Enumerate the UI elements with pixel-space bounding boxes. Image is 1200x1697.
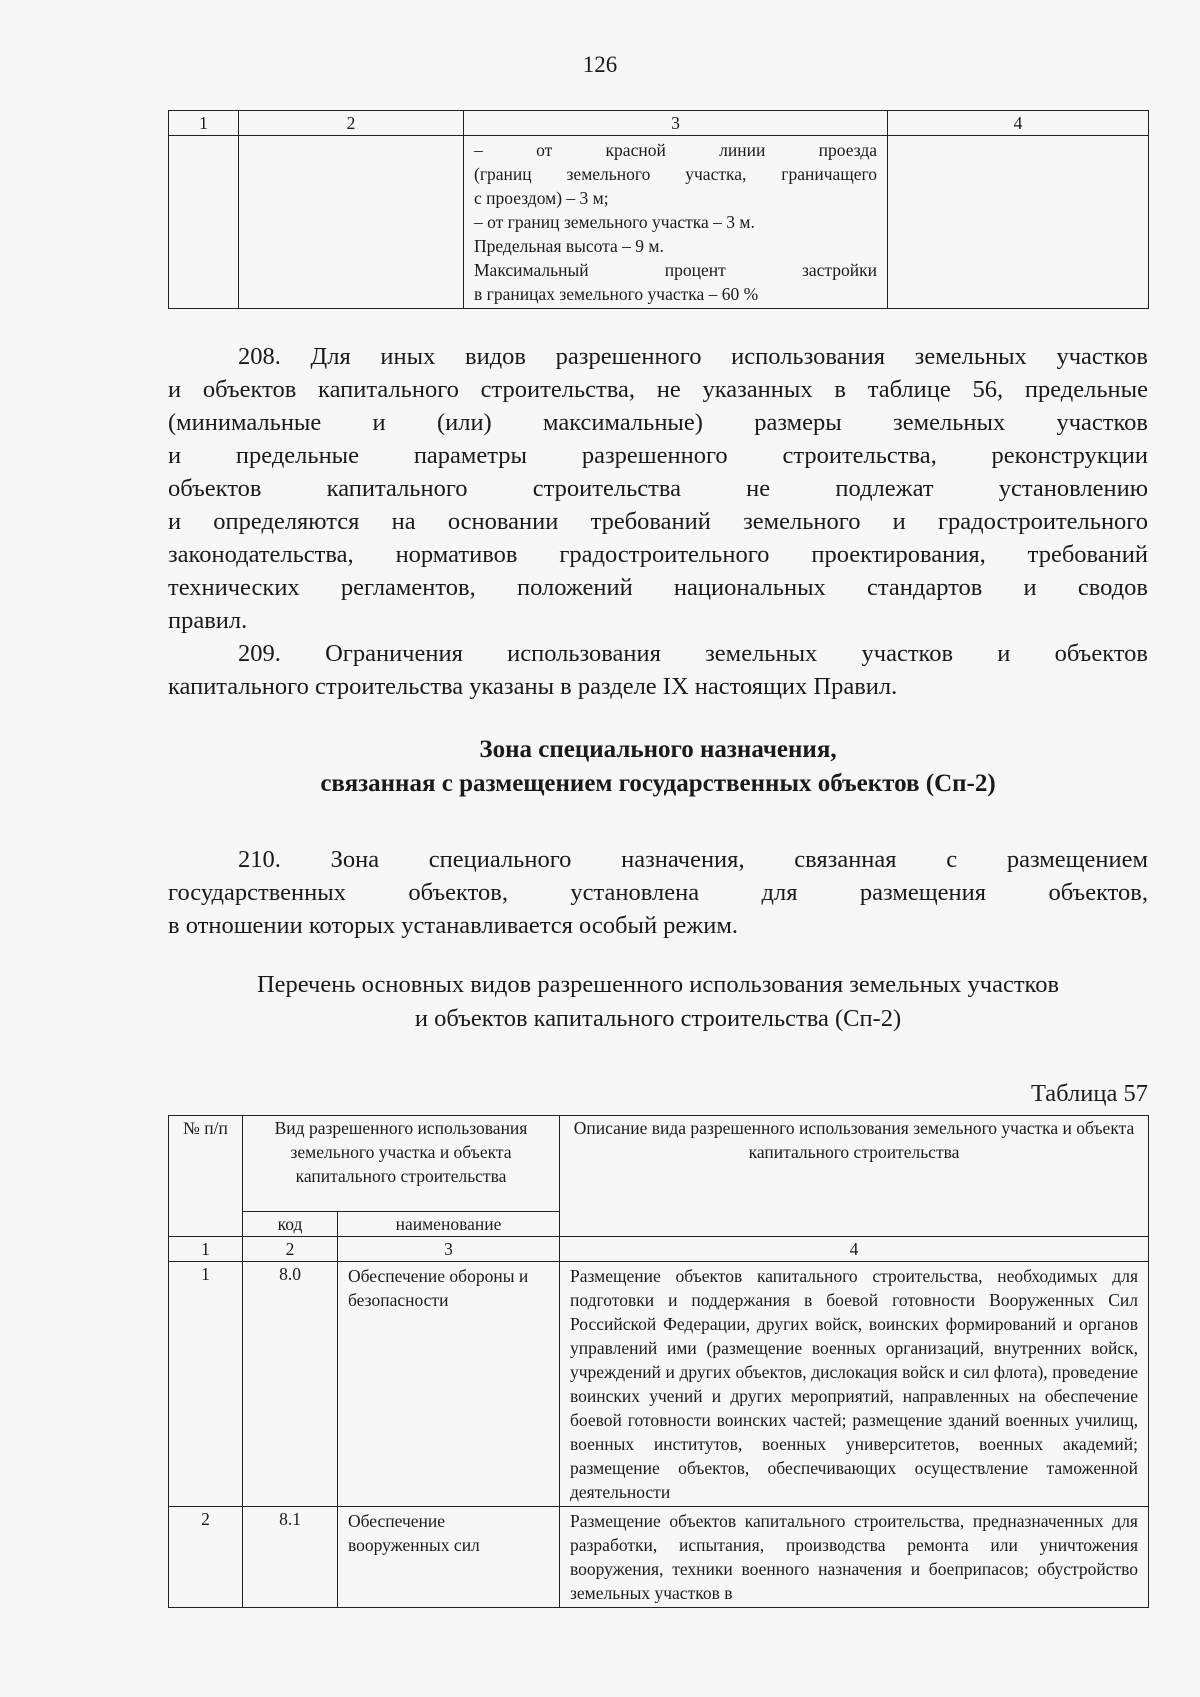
text-line: государственных объектов, установлена для размещения объектов, bbox=[168, 879, 1148, 906]
paragraph-209 bbox=[168, 637, 1148, 703]
text-line: капитального строительства указаны в разделе IX настоящих Правил. bbox=[168, 673, 898, 700]
table-cell bbox=[169, 136, 239, 309]
row-number: 1 bbox=[169, 1262, 243, 1507]
text-line: 208. Для иных видов разрешенного использования земельных участков bbox=[238, 343, 1148, 370]
text-line: и объектов капитального строительства, не указанных в таблице 56, предельные bbox=[168, 376, 1148, 403]
header-cell: 2 bbox=[239, 111, 464, 136]
table-cell bbox=[239, 136, 464, 309]
text-line: и предельные параметры разрешенного строительства, реконструкции bbox=[168, 442, 1148, 469]
cell-line: Предельная высота – 9 м. bbox=[474, 236, 664, 256]
header-code: код bbox=[243, 1212, 338, 1237]
table-caption: Таблица 57 bbox=[1030, 1080, 1148, 1107]
cell-line: – от красной линии проезда bbox=[474, 140, 877, 160]
zone-heading bbox=[168, 733, 1148, 801]
row-code: 8.0 bbox=[243, 1262, 338, 1507]
table-57 bbox=[168, 1115, 1149, 1608]
header-number: № п/п bbox=[169, 1116, 243, 1237]
row-description: Размещение объектов капитального строительства, предназначенных для разработки, испытания, производства ремонта или уничтожения вооружения, техники военного назначения и боеприпасов; обустройство земельных участков в bbox=[560, 1507, 1149, 1608]
continued-table bbox=[168, 110, 1149, 309]
cell-line: в границах земельного участка – 60 % bbox=[474, 284, 759, 304]
text-line: технических регламентов, положений национальных стандартов и сводов bbox=[168, 574, 1148, 601]
heading-line: и объектов капитального строительства (Сп-2) bbox=[414, 1005, 902, 1032]
cell-line: (границ земельного участка, граничащего bbox=[474, 164, 877, 184]
text-line: правил. bbox=[168, 607, 248, 634]
text-line: 210. Зона специального назначения, связанная с размещением bbox=[238, 846, 1148, 873]
header-name: наименование bbox=[338, 1212, 560, 1237]
header-cell: 3 bbox=[464, 111, 888, 136]
index-cell: 3 bbox=[338, 1237, 560, 1262]
list-heading bbox=[168, 968, 1148, 1036]
table-row bbox=[169, 1262, 1149, 1507]
table-header-row bbox=[169, 1116, 1149, 1212]
cell-line: Максимальный процент застройки bbox=[474, 260, 877, 280]
page-number: 126 bbox=[582, 52, 618, 77]
text-line: 209. Ограничения использования земельных участков и объектов bbox=[238, 640, 1148, 667]
text-line: (минимальные и (или) максимальные) размеры земельных участков bbox=[168, 409, 1148, 436]
table-index-row bbox=[169, 1237, 1149, 1262]
parameters-cell bbox=[464, 136, 888, 309]
table-row bbox=[169, 1507, 1149, 1608]
row-description: Размещение объектов капитального строительства, необходимых для подготовки и поддержания в боевой готовности Вооруженных Сил Российской Федерации, других войск, воинских формирований и органов управлений ими (размещение военных организаций, внутренних войск, учреждений и других объектов, дислокация войск и сил флота), проведение воинских учений и других мероприятий, направленных на обеспечение боевой готовности воинских частей; размещение зданий военных училищ, военных институтов, военных университетов, военных академий; размещение объектов, обеспечивающих осуществление таможенной деятельности bbox=[560, 1262, 1149, 1507]
header-cell: 1 bbox=[169, 111, 239, 136]
cell-line: с проездом) – 3 м; bbox=[474, 188, 609, 208]
paragraph-210 bbox=[168, 843, 1148, 942]
cell-line: – от границ земельного участка – 3 м. bbox=[474, 212, 755, 232]
header-type: Вид разрешенного использования земельного участка и объекта капитального строительства bbox=[243, 1116, 560, 1212]
index-cell: 1 bbox=[169, 1237, 243, 1262]
text-line: объектов капитального строительства не подлежат установлению bbox=[168, 475, 1148, 502]
row-code: 8.1 bbox=[243, 1507, 338, 1608]
index-cell: 2 bbox=[243, 1237, 338, 1262]
text-line: законодательства, нормативов градостроительного проектирования, требований bbox=[168, 541, 1148, 568]
row-name: Обеспечение вооруженных сил bbox=[338, 1507, 560, 1608]
heading-line: Зона специального назначения, bbox=[479, 736, 837, 763]
heading-line: Перечень основных видов разрешенного использования земельных участков bbox=[256, 971, 1060, 998]
table-cell bbox=[888, 136, 1149, 309]
table-row bbox=[169, 136, 1149, 309]
paragraph-208 bbox=[168, 340, 1148, 637]
text-line: и определяются на основании требований земельного и градостроительного bbox=[168, 508, 1148, 535]
row-number: 2 bbox=[169, 1507, 243, 1608]
heading-line: связанная с размещением государственных объектов (Сп-2) bbox=[320, 770, 996, 797]
header-cell: 4 bbox=[888, 111, 1149, 136]
row-name: Обеспечение обороны и безопасности bbox=[338, 1262, 560, 1507]
index-cell: 4 bbox=[560, 1237, 1149, 1262]
text-line: в отношении которых устанавливается особый режим. bbox=[168, 912, 738, 939]
table-header-row bbox=[169, 111, 1149, 136]
header-description: Описание вида разрешенного использования земельного участка и объекта капитального строительства bbox=[560, 1116, 1149, 1237]
